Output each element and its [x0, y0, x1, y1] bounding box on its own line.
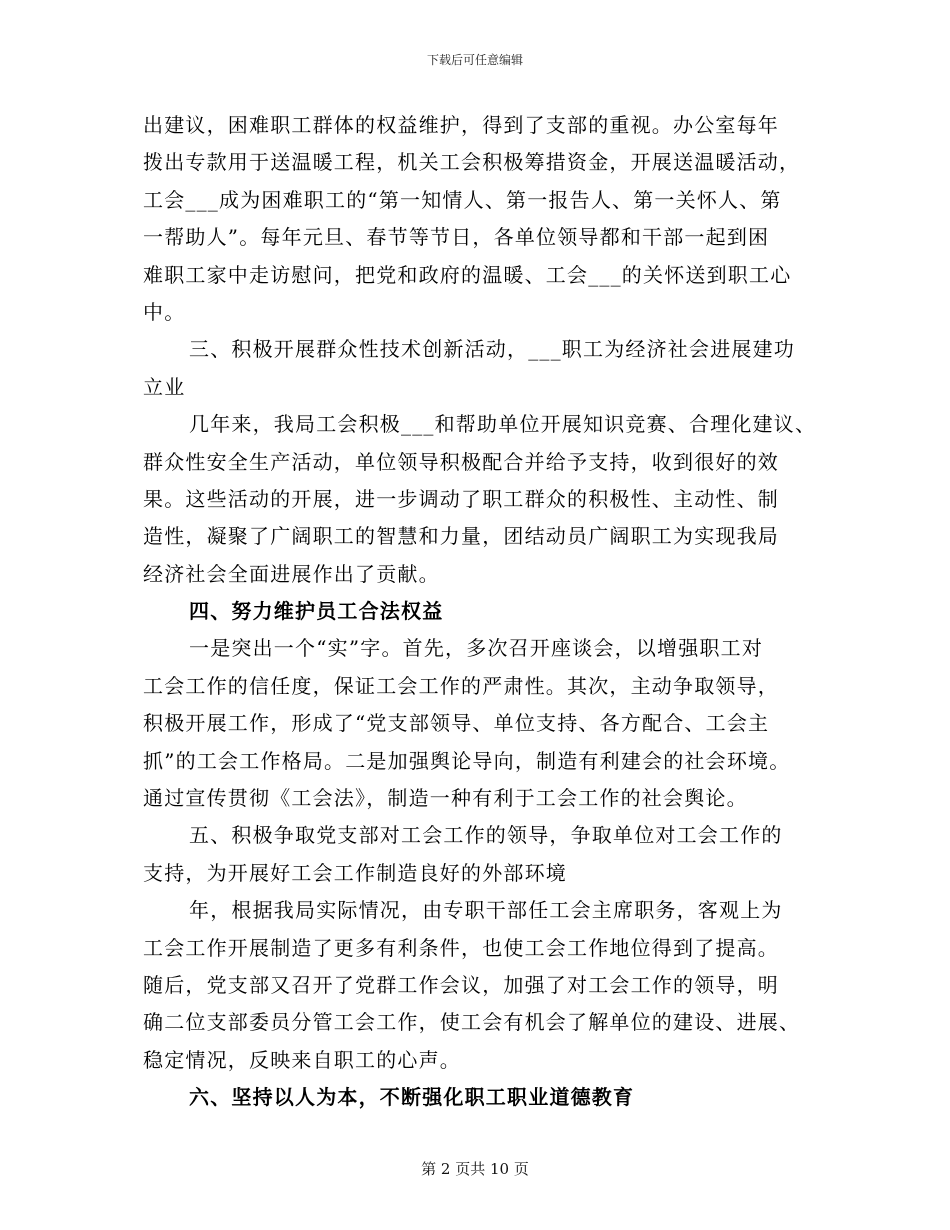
body-line: 一帮助人”。每年元旦、春节等节日，各单位领导都和干部一起到困: [143, 225, 770, 250]
body-line: 随后，党支部又召开了党群工作会议，加强了对工会工作的领导，明: [143, 972, 779, 997]
document-body: [143, 107, 833, 1117]
body-line: 确二位支部委员分管工会工作，使工会有机会了解单位的建设、进展、: [143, 1010, 801, 1035]
body-line: 积极开展工作，形成了“党支部领导、单位支持、各方配合、工会主: [143, 711, 770, 736]
body-line: 群众性安全生产活动，单位领导积极配合并给予支持，收到很好的效: [143, 449, 779, 474]
body-line: 工会工作的信任度，保证工会工作的严肃性。其次，主动争取领导，: [143, 673, 779, 698]
page-footer: 第 2 页共 10 页: [421, 1160, 529, 1178]
body-line: 难职工家中走访慰问，把党和政府的温暖、工会___的关怀送到职工心: [143, 262, 792, 287]
body-line: 工会工作开展制造了更多有利条件，也使工会工作地位得到了提高。: [143, 935, 779, 960]
body-line: 支持，为开展好工会工作制造良好的外部环境: [143, 860, 567, 885]
body-line: 五、积极争取党支部对工会工作的领导，争取单位对工会工作的: [189, 823, 783, 848]
page-header: 下载后可任意编辑: [426, 53, 523, 67]
body-line: 工会___成为困难职工的“第一知情人、第一报告人、第一关怀人、第: [143, 187, 782, 212]
body-line: 几年来，我局工会积极___和帮助单位开展知识竞赛、合理化建议、: [189, 412, 817, 437]
body-line: 经济社会全面进展作出了贡献。: [143, 561, 440, 586]
section-heading-line: 四、努力维护员工合法权益: [189, 599, 444, 624]
body-line: 通过宣传贯彻《工会法》，制造一种有利于工会工作的社会舆论。: [143, 786, 748, 811]
body-line: 拨出专款用于送温暖工程，机关工会积极筹措资金，开展送温暖活动，: [143, 150, 801, 175]
section-heading-line: 六、坚持以人为本，不断强化职工职业道德教育: [189, 1085, 635, 1110]
body-line: 三、积极开展群众性技术创新活动，___职工为经济社会进展建功: [189, 337, 795, 362]
body-line: 果。这些活动的开展，进一步调动了职工群众的积极性、主动性、制: [143, 486, 779, 511]
body-line: 稳定情况，反映来自职工的心声。: [143, 1047, 461, 1072]
body-line: 一是突出一个“实”字。首先，多次召开座谈会，以增强职工对: [189, 636, 764, 661]
body-line: 年，根据我局实际情况，由专职干部任工会主席职务，客观上为: [189, 898, 783, 923]
body-line: 中。: [143, 299, 186, 324]
body-line: 出建议，困难职工群体的权益维护，得到了支部的重视。办公室每年: [143, 113, 779, 137]
body-line: 立业: [143, 374, 186, 399]
body-line: 造性，凝聚了广阔职工的智慧和力量，团结动员广阔职工为实现我局: [143, 524, 779, 549]
body-line: 抓”的工会工作格局。二是加强舆论导向，制造有利建会的社会环境。: [143, 748, 791, 773]
